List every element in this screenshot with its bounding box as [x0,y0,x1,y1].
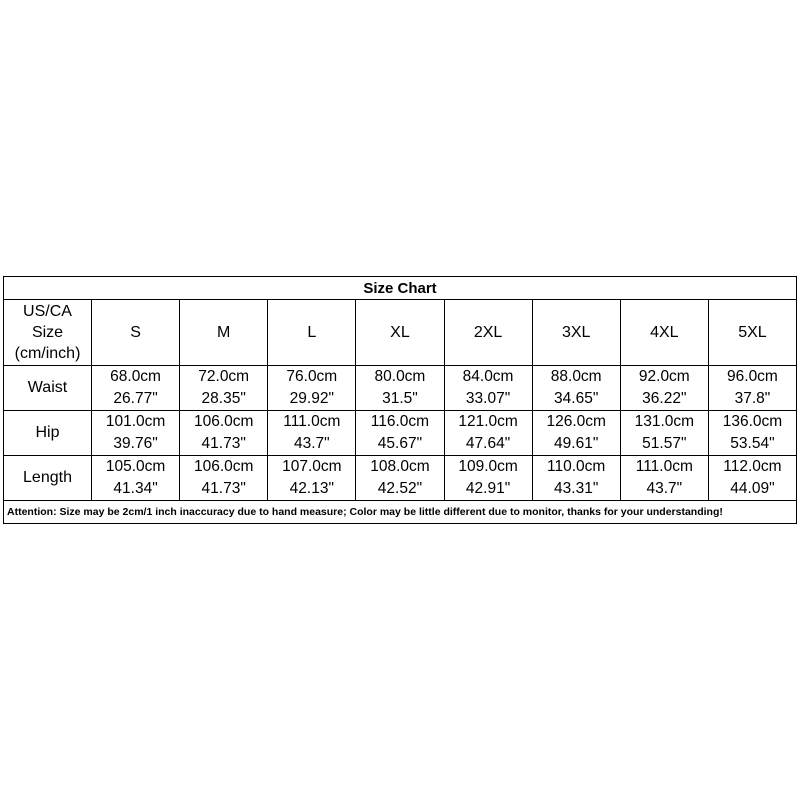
size-header-label [4,300,92,366]
cm-value-cell: 131.0cm [620,411,708,434]
cm-value-cell: 105.0cm [92,456,180,479]
cm-value-cell: 96.0cm [708,366,796,389]
size-header-cell: 2XL [444,300,532,366]
attention-note: Attention: Size may be 2cm/1 inch inaccuracy due to hand measure; Color may be little different due to monitor, thanks for your understanding! [4,501,797,524]
cm-value-cell: 112.0cm [708,456,796,479]
measurement-label: Length [4,456,92,501]
cm-value-cell: 76.0cm [268,366,356,389]
cm-value-cell: 101.0cm [92,411,180,434]
inch-value-cell: 41.73" [180,478,268,501]
inch-value-cell: 47.64" [444,433,532,456]
size-header-row [4,300,797,366]
inch-value-cell: 41.73" [180,433,268,456]
measurement-row-cm [4,456,797,479]
size-header-cell: M [180,300,268,366]
cm-value-cell: 110.0cm [532,456,620,479]
size-chart-table [3,276,797,524]
inch-value-cell: 37.8" [708,388,796,411]
size-header-cell: L [268,300,356,366]
inch-value-cell: 43.7" [620,478,708,501]
inch-value-cell: 36.22" [620,388,708,411]
inch-value-cell: 28.35" [180,388,268,411]
inch-value-cell: 43.7" [268,433,356,456]
inch-value-cell: 51.57" [620,433,708,456]
cm-value-cell: 92.0cm [620,366,708,389]
cm-value-cell: 111.0cm [268,411,356,434]
measurement-row-cm [4,366,797,389]
inch-value-cell: 42.13" [268,478,356,501]
cm-value-cell: 106.0cm [180,456,268,479]
cm-value-cell: 80.0cm [356,366,444,389]
inch-value-cell: 41.34" [92,478,180,501]
inch-value-cell: 39.76" [92,433,180,456]
inch-value-cell: 34.65" [532,388,620,411]
cm-value-cell: 109.0cm [444,456,532,479]
size-header-cell: 4XL [620,300,708,366]
size-header-cell: XL [356,300,444,366]
cm-value-cell: 106.0cm [180,411,268,434]
chart-title: Size Chart [4,277,797,300]
cm-value-cell: 68.0cm [92,366,180,389]
cm-value-cell: 72.0cm [180,366,268,389]
inch-value-cell: 26.77" [92,388,180,411]
inch-value-cell: 33.07" [444,388,532,411]
size-header-cell: 3XL [532,300,620,366]
header-label-line: (cm/inch) [14,345,81,362]
inch-value-cell: 43.31" [532,478,620,501]
measurement-row-inch [4,478,797,501]
inch-value-cell: 53.54" [708,433,796,456]
inch-value-cell: 42.91" [444,478,532,501]
inch-value-cell: 44.09" [708,478,796,501]
inch-value-cell: 31.5" [356,388,444,411]
inch-value-cell: 42.52" [356,478,444,501]
cm-value-cell: 111.0cm [620,456,708,479]
measurement-label: Waist [4,366,92,411]
header-label-line: US/CA [23,303,72,320]
inch-value-cell: 29.92" [268,388,356,411]
cm-value-cell: 136.0cm [708,411,796,434]
measurement-row-inch [4,433,797,456]
cm-value-cell: 84.0cm [444,366,532,389]
size-header-cell: 5XL [708,300,796,366]
cm-value-cell: 121.0cm [444,411,532,434]
cm-value-cell: 126.0cm [532,411,620,434]
inch-value-cell: 49.61" [532,433,620,456]
size-header-cell: S [92,300,180,366]
measurement-row-inch [4,388,797,411]
inch-value-cell: 45.67" [356,433,444,456]
measurement-label: Hip [4,411,92,456]
cm-value-cell: 108.0cm [356,456,444,479]
header-label-line: Size [31,324,64,341]
cm-value-cell: 107.0cm [268,456,356,479]
measurement-row-cm [4,411,797,434]
cm-value-cell: 116.0cm [356,411,444,434]
cm-value-cell: 88.0cm [532,366,620,389]
